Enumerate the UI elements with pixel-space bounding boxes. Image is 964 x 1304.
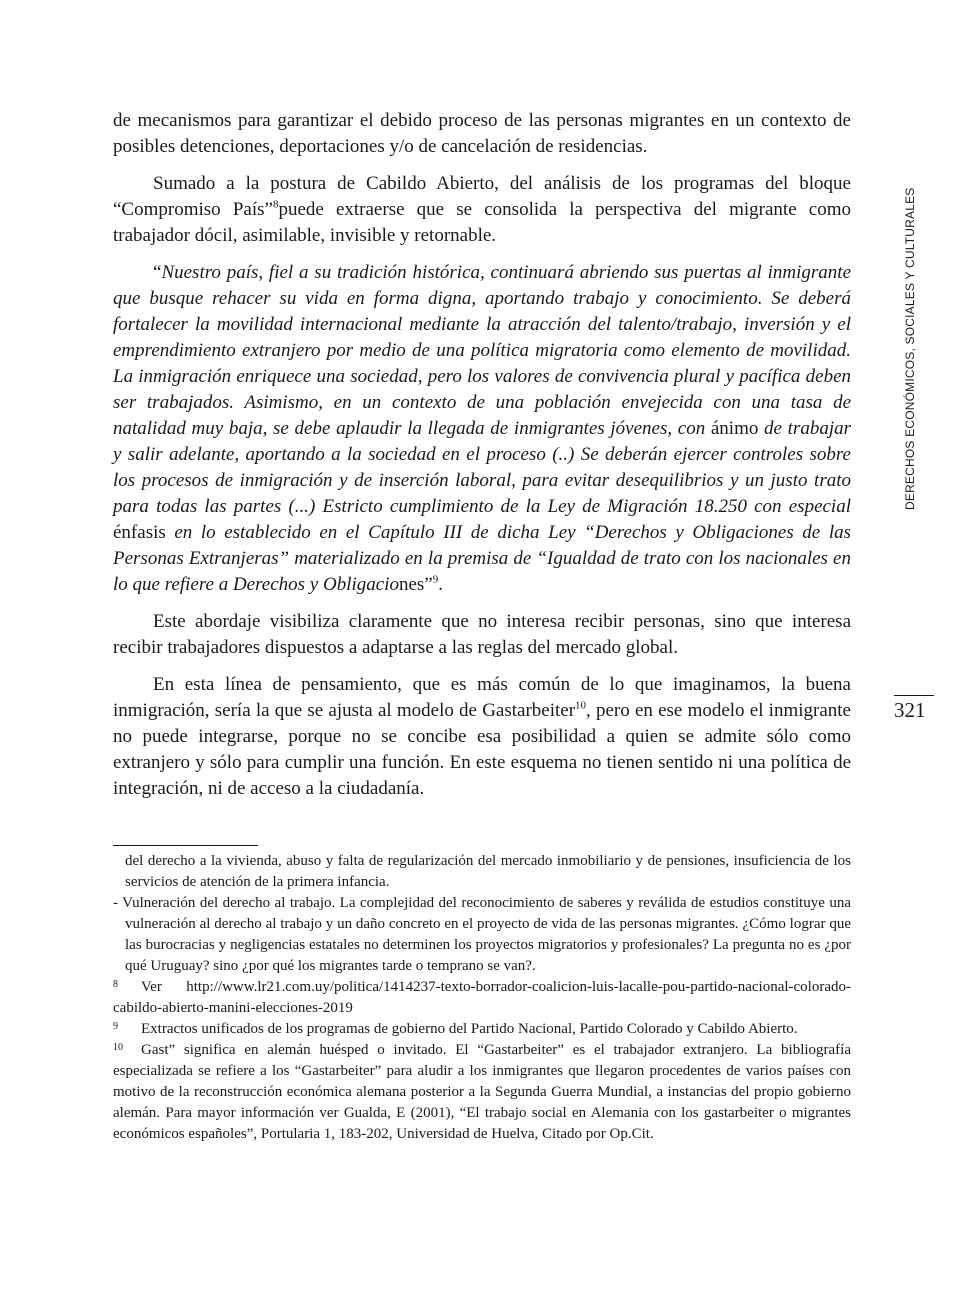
footnote-10-text: Gast” significa en alemán huésped o invitado. El “Gastarbeiter” es el trabajador extranjero. La bibliografía especializada se refiere a los “Gastarbeiter” para aludir a los inmigrantes que llegaron procedentes de varios países con motivo de la reconstrucción económica alemana posterior a la Segunda Guerra Mundial, a instancias del propio gobierno alemán. Para mayor información ver Gualda, E (2001), “El trabajo social en Alemania con los gastarbeiter o migrantes económicos españoles”, Portularia 1, 183-202, Universidad de Huelva, Citado por Op.Cit.	[113, 1042, 851, 1142]
footnote-9-text: Extractos unificados de los programas de gobierno del Partido Nacional, Partido Colorado y Cabildo Abierto.	[141, 1021, 798, 1037]
footnotes	[113, 851, 851, 1145]
body-text	[113, 108, 851, 813]
quote-text-2: de trabajar y salir adelante, aportando a la sociedad en el proceso (..) Se deberán ejercer controles sobre los procesos de inmigración y de inserción laboral, para evitar desequilibrios y un justo trato para todas las partes (...) Estricto cumplimiento de la Ley de Migración 18.250 con especial	[113, 418, 851, 517]
page-number: 321	[894, 695, 934, 723]
paragraph-2-text-a: Sumado a la postura de Cabildo Abierto, del análisis de los programas del bloque “Compromiso País”	[113, 173, 851, 220]
footnote-7-dash-item: - Vulneración del derecho al trabajo. La complejidad del reconocimiento de saberes y reválida de estudios constituye una vulneración al derecho al trabajo y un daño concreto en el proyecto de vida de las personas migrantes. ¿Cómo lograr que las burocracias y negligencias estatales no determinen los proyectos migratorios y profesionales? La pregunta no es ¿por qué Uruguay? sino ¿por qué los migrantes tarde o temprano se van?.	[113, 895, 851, 974]
footnote-10-number: 10	[113, 1042, 123, 1053]
quote-upright-1: ánimo	[710, 418, 759, 439]
paragraph-4: Este abordaje visibiliza claramente que no interesa recibir personas, sino que interesa recibir trabajadores dispuestos a adaptarse a las reglas del mercado global.	[113, 611, 851, 658]
quote-open-mark: “	[153, 262, 162, 283]
footnote-9-number: 9	[113, 1021, 118, 1032]
paragraph-2-text-b: puede extraerse que se consolida la perspectiva del migrante como trabajador dócil, asimilable, invisible y retornable.	[113, 199, 851, 246]
quote-text-3: en lo establecido en el Capítulo III de dicha Ley “Derechos y Obligaciones de las Personas Extranjeras” materializado en la premisa de “Igualdad de trato con los nacionales en lo que refiere a Derechos y Obligacio	[113, 522, 851, 595]
paragraph-5-text-b: , pero en ese modelo el inmigrante no puede integrarse, porque no se concibe esa posibilidad a quien se admite sólo como extranjero y sólo para cumplir una función. En este esquema no tienen sentido ni una política de integración, ni de acceso a la ciudadanía.	[113, 700, 851, 799]
footnote-ref-10[interactable]: 10	[575, 699, 587, 712]
paragraph-1: de mecanismos para garantizar el debido proceso de las personas migrantes en un contexto de posibles detenciones, deportaciones y/o de cancelación de residencias.	[113, 110, 851, 157]
paragraph-5-text-a: En esta línea de pensamiento, que es más común de lo que imaginamos, la buena inmigración, sería la que se ajusta al modelo de Gastarbeiter	[113, 674, 851, 721]
running-head: DERECHOS ECONÓMICOS, SOCIALES Y CULTURALES	[903, 187, 917, 510]
footnote-ref-9[interactable]: 9	[432, 573, 439, 586]
quote-upright-2: énfasis	[113, 522, 166, 543]
footnote-8	[113, 977, 851, 1019]
footnote-divider	[113, 845, 258, 846]
footnote-10	[113, 1040, 851, 1145]
block-quote	[113, 260, 851, 598]
paragraph-2	[113, 171, 851, 249]
quote-end: .	[438, 574, 443, 595]
quote-text-1: Nuestro país, fiel a su tradición histórica, continuará abriendo sus puertas al inmigrante que busque rehacer su vida en forma digna, aportando trabajo y conocimiento. Se deberá fortalecer la movilidad internacional mediante la atracción del talento/trabajo, inversión y el emprendimiento extranjero por medio de una política migratoria como elemento de movilidad. La inmigración enriquece una sociedad, pero los valores de convivencia plural y pacífica deben ser trabajados. Asimismo, en un contexto de una población envejecida con una tasa de natalidad muy baja, se debe aplaudir la llegada de inmigrantes jóvenes, con	[113, 262, 851, 439]
footnote-ref-8[interactable]: 8	[272, 198, 279, 211]
footnote-9	[113, 1019, 851, 1040]
paragraph-5	[113, 672, 851, 802]
footnote-7-continuation: del derecho a la vivienda, abuso y falta de regularización del mercado inmobiliario y de pensiones, insuficiencia de los servicios de atención de la primera infancia.	[125, 853, 851, 890]
footnote-8-text[interactable]: Ver http://www.lr21.com.uy/politica/1414237-texto-borrador-coalicion-luis-lacalle-pou-partido-nacional-colorado-cabildo-abierto-manini-elecciones-2019	[113, 979, 851, 1016]
footnote-8-number: 8	[113, 979, 118, 990]
quote-upright-3: nes”	[398, 574, 433, 595]
